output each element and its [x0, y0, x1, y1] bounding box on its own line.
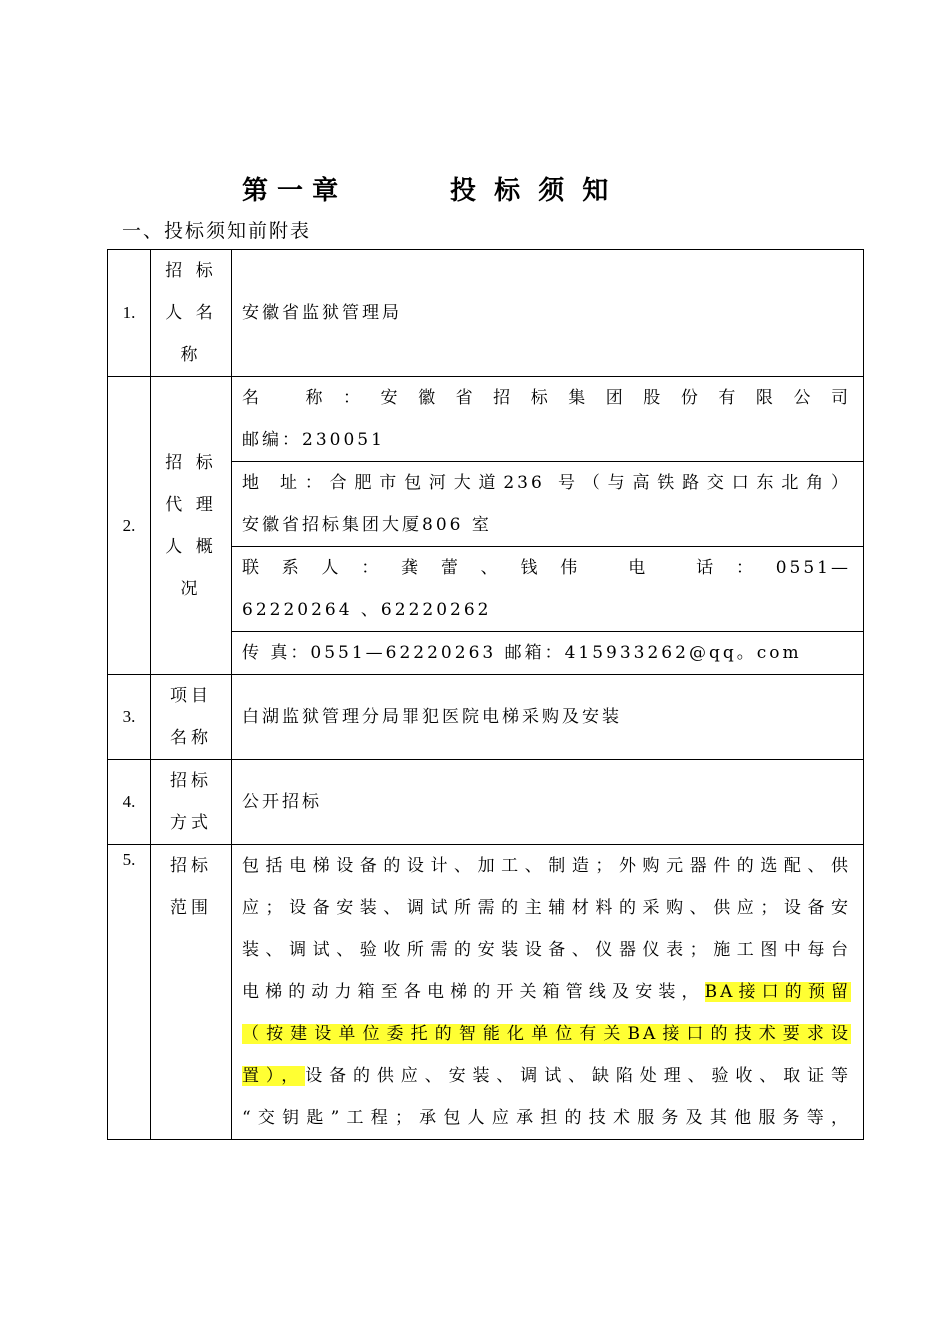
highlighted-text: 置）， — [242, 1066, 306, 1086]
row-label: 招 标 人 名 称 — [151, 250, 232, 377]
row-label: 招标 方式 — [151, 760, 232, 845]
agent-fax-cell — [232, 632, 864, 675]
project-name: 白湖监狱管理分局罪犯医院电梯采购及安装 — [232, 675, 864, 760]
table-row — [108, 675, 864, 760]
agent-name: 名 称：安徽省招标集团股份有限公司 — [242, 388, 851, 408]
agent-contact: 联系人：龚蕾、钱伟 电 话：0551— — [242, 558, 851, 578]
highlighted-text: BA接口的预留 — [704, 982, 851, 1002]
row-label: 招 标 代 理 人 概 况 — [151, 377, 232, 675]
row-number: 4. — [108, 760, 151, 845]
agent-address: 地 址：合肥市包河大道236 号（与高铁路交口东北角） — [242, 473, 851, 493]
row-number: 5. — [108, 845, 151, 1140]
agent-fax-email: 传 真：0551—62220263 邮箱：415933262@qq。com — [242, 643, 802, 663]
chapter-title — [0, 166, 950, 210]
section-heading: 一、投标须知前附表 — [122, 220, 312, 242]
row-label: 招标 范围 — [151, 845, 232, 1140]
tender-scope: 包括电梯设备的设计、加工、制造；外购元器件的选配、供 应；设备安装、调试所需的主辅材料的采购、供应；设备安 装、调试、验收所需的安装设备、仪器仪表；施工图中每台 电梯的动力箱至各电梯的开关箱管线及安装，BA接口的预留 （按建设单位委托的智能化单位有关BA接口的技术要求设 置），设备的供应、安装、调试、缺陷处理、验收、取证等 “交钥匙”工程；承包人应承担的技术服务及其他服务等， — [232, 845, 864, 1140]
chapter-name: 投 标 须 知 — [450, 176, 609, 206]
table-row — [108, 845, 864, 1140]
bid-notice-table — [107, 249, 864, 1140]
agent-address-cell — [232, 462, 864, 547]
table-row — [108, 250, 864, 377]
highlighted-text: （按建设单位委托的智能化单位有关BA接口的技术要求设 — [242, 1024, 851, 1044]
table-row — [108, 377, 864, 462]
row-number: 2. — [108, 377, 151, 675]
tenderer-name: 安徽省监狱管理局 — [232, 250, 864, 377]
chapter-number: 第 一 章 — [242, 176, 339, 206]
agent-contact-cell — [232, 547, 864, 632]
row-number: 3. — [108, 675, 151, 760]
agent-building: 安徽省招标集团大厦806 室 — [242, 515, 492, 535]
row-number: 1. — [108, 250, 151, 377]
agent-postcode: 邮编：230051 — [242, 430, 385, 450]
agent-name-cell — [232, 377, 864, 462]
table-row — [108, 760, 864, 845]
tender-method: 公开招标 — [232, 760, 864, 845]
agent-phone: 62220264 、62220262 — [242, 600, 492, 620]
row-label: 项目 名称 — [151, 675, 232, 760]
